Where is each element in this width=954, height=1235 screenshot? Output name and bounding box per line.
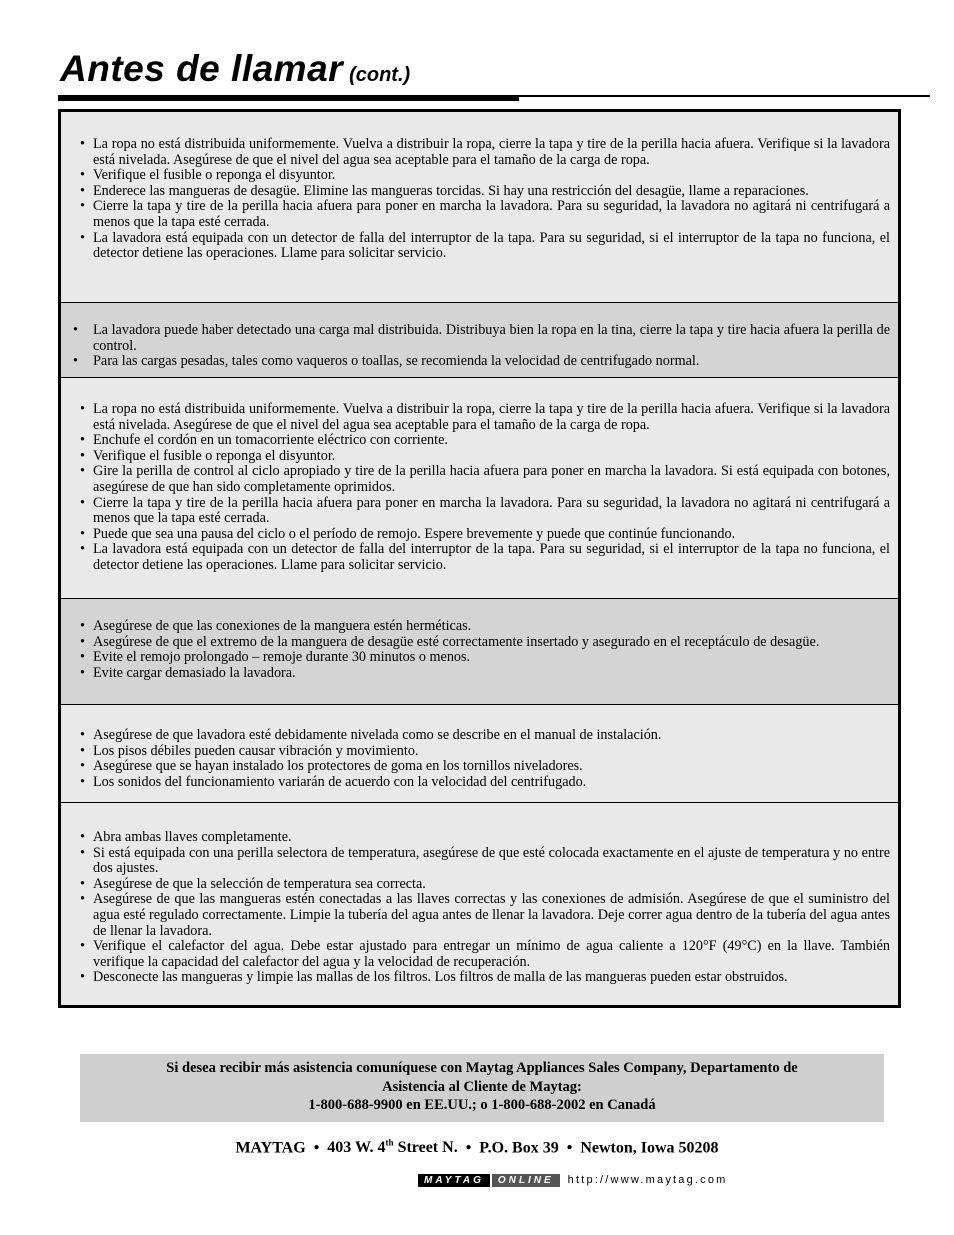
contact-box <box>80 1054 884 1122</box>
logo-online: ONLINE <box>492 1174 560 1187</box>
section-4 <box>61 599 898 705</box>
street-prefix: 403 W. 4 <box>327 1139 386 1157</box>
section-5-list <box>80 728 890 790</box>
list-item: • Asegúrese de que las mangueras estén conectadas a las llaves correctas y las conexiones de admisión. Asegúrese de que el suministro del agua esté regulado correctamente. Limpie la tubería del agua antes de llenar la lavadora. Deje correr agua dentro de la tubería del agua antes de llenar la lavadora. <box>80 892 890 939</box>
section-1 <box>61 112 898 303</box>
list-item: • Para las cargas pesadas, tales como vaqueros o toallas, se recomienda la velocidad de centrifugado normal. <box>73 354 890 370</box>
separator: • <box>465 1139 472 1157</box>
list-item: • La lavadora está equipada con un detector de falla del interruptor de la tapa. Para su seguridad, si el interruptor de la tapa no funciona, el detector detiene las operaciones. Llame para solicitar servicio. <box>80 231 890 262</box>
title-rule-thick <box>58 95 519 101</box>
list-item: • Desconecte las mangueras y limpie las mallas de los filtros. Los filtros de malla de las mangueras pueden estar obstruidos. <box>80 970 890 986</box>
po-box: P.O. Box 39 <box>479 1139 559 1157</box>
list-item: • Asegúrese de que el extremo de la manguera de desagüe esté correctamente insertado y asegurado en el receptáculo de desagüe. <box>80 635 890 651</box>
section-3-list <box>80 402 890 574</box>
list-item: • Cierre la tapa y tire de la perilla hacia afuera para poner en marcha la lavadora. Para su seguridad, la lavadora no agitará ni centrifugará a menos que la tapa esté cerrada. <box>80 496 890 527</box>
contact-line-2: Asistencia al Cliente de Maytag: <box>382 1078 582 1095</box>
list-item: • La ropa no está distribuida uniformemente. Vuelva a distribuir la ropa, cierre la tapa y tire de la perilla hacia afuera. Verifique si la lavadora está nivelada. Asegúrese de que el nivel del agua sea aceptable para el tamaño de la carga de ropa. <box>80 137 890 168</box>
title-continued: (cont.) <box>349 64 411 86</box>
section-3 <box>61 378 898 599</box>
title-text: Antes de llamar <box>60 48 344 89</box>
section-5 <box>61 705 898 803</box>
list-item: • Asegúrese de que la selección de temperatura sea correcta. <box>80 877 890 893</box>
list-item: • Cierre la tapa y tire de la perilla hacia afuera para poner en marcha la lavadora. Para su seguridad, la lavadora no agitará ni centrifugará a menos que la tapa esté cerrada. <box>80 199 890 230</box>
list-item: • La lavadora está equipada con un detector de falla del interruptor de la tapa. Para su seguridad, si el interruptor de la tapa no funciona, el detector detiene las operaciones. Llame para solicitar servicio. <box>80 542 890 573</box>
list-item: • Enchufe el cordón en un tomacorriente eléctrico con corriente. <box>80 433 890 449</box>
list-item: • Asegúrese de que las conexiones de la manguera estén herméticas. <box>80 619 890 635</box>
logo-brand: MAYTAG <box>418 1174 490 1187</box>
list-item: • La lavadora puede haber detectado una carga mal distribuida. Distribuya bien la ropa en la tina, cierre la tapa y tire hacia afuera la perilla de control. <box>73 323 890 354</box>
city: Newton, Iowa 50208 <box>580 1139 719 1157</box>
list-item: • Verifique el fusible o reponga el disyuntor. <box>80 168 890 184</box>
section-2 <box>61 303 898 378</box>
street-suffix: Street N. <box>393 1139 458 1157</box>
list-item: • Evite el remojo prolongado – remoje durante 30 minutos o menos. <box>80 650 890 666</box>
list-item: • Asegúrese que se hayan instalado los protectores de goma en los tornillos niveladores. <box>80 759 890 775</box>
street-ordinal: th <box>385 1138 394 1148</box>
list-item: • Abra ambas llaves completamente. <box>80 830 890 846</box>
list-item: • Puede que sea una pausa del ciclo o el período de remojo. Espere brevemente y puede que continúe funcionando. <box>80 527 890 543</box>
list-item: • Si está equipada con una perilla selectora de temperatura, asegúrese de que esté colocada exactamente en el ajuste de temperatura y no entre dos ajustes. <box>80 846 890 877</box>
section-6 <box>61 803 898 1005</box>
list-item: • La ropa no está distribuida uniformemente. Vuelva a distribuir la ropa, cierre la tapa y tire de la perilla hacia afuera. Verifique si la lavadora está nivelada. Asegúrese de que el nivel del agua sea aceptable para el tamaño de la carga de ropa. <box>80 402 890 433</box>
troubleshooting-panel <box>58 109 901 1008</box>
page-title <box>60 48 410 90</box>
list-item: • Asegúrese de que lavadora esté debidamente nivelada como se describe en el manual de instalación. <box>80 728 890 744</box>
list-item: • Los pisos débiles pueden causar vibración y movimiento. <box>80 744 890 760</box>
section-6-list <box>80 830 890 986</box>
list-item: • Verifique el calefactor del agua. Debe estar ajustado para entregar un mínimo de agua caliente a 120°F (49°C) en la llave. También verifique la capacidad del calefactor del agua y la velocidad de recuperación. <box>80 939 890 970</box>
maytag-online-logo <box>418 1173 728 1187</box>
title-rule-thin <box>519 95 930 97</box>
website-url: http://www.maytag.com <box>567 1174 728 1186</box>
company-address <box>0 1138 954 1157</box>
list-item: • Evite cargar demasiado la lavadora. <box>80 666 890 682</box>
contact-phones: 1-800-688-9900 en EE.UU.; o 1-800-688-2002 en Canadá <box>308 1097 656 1113</box>
separator: • <box>566 1139 573 1157</box>
section-4-list <box>80 619 890 681</box>
section-1-list <box>80 137 890 262</box>
list-item: • Gire la perilla de control al ciclo apropiado y tire de la perilla hacia afuera para poner en marcha la lavadora. Si está equipada con botones, asegúrese de que han sido completamente oprimidos. <box>80 464 890 495</box>
contact-line-1: Si desea recibir más asistencia comuníquese con Maytag Appliances Sales Company, Departamento de <box>166 1060 798 1076</box>
section-2-list <box>73 323 890 370</box>
company-name: MAYTAG <box>235 1139 306 1157</box>
street <box>327 1139 457 1156</box>
list-item: • Enderece las mangueras de desagüe. Elimine las mangueras torcidas. Si hay una restricción del desagüe, llame a reparaciones. <box>80 184 890 200</box>
separator: • <box>313 1139 320 1157</box>
list-item: • Verifique el fusible o reponga el disyuntor. <box>80 449 890 465</box>
list-item: • Los sonidos del funcionamiento variarán de acuerdo con la velocidad del centrifugado. <box>80 775 890 791</box>
